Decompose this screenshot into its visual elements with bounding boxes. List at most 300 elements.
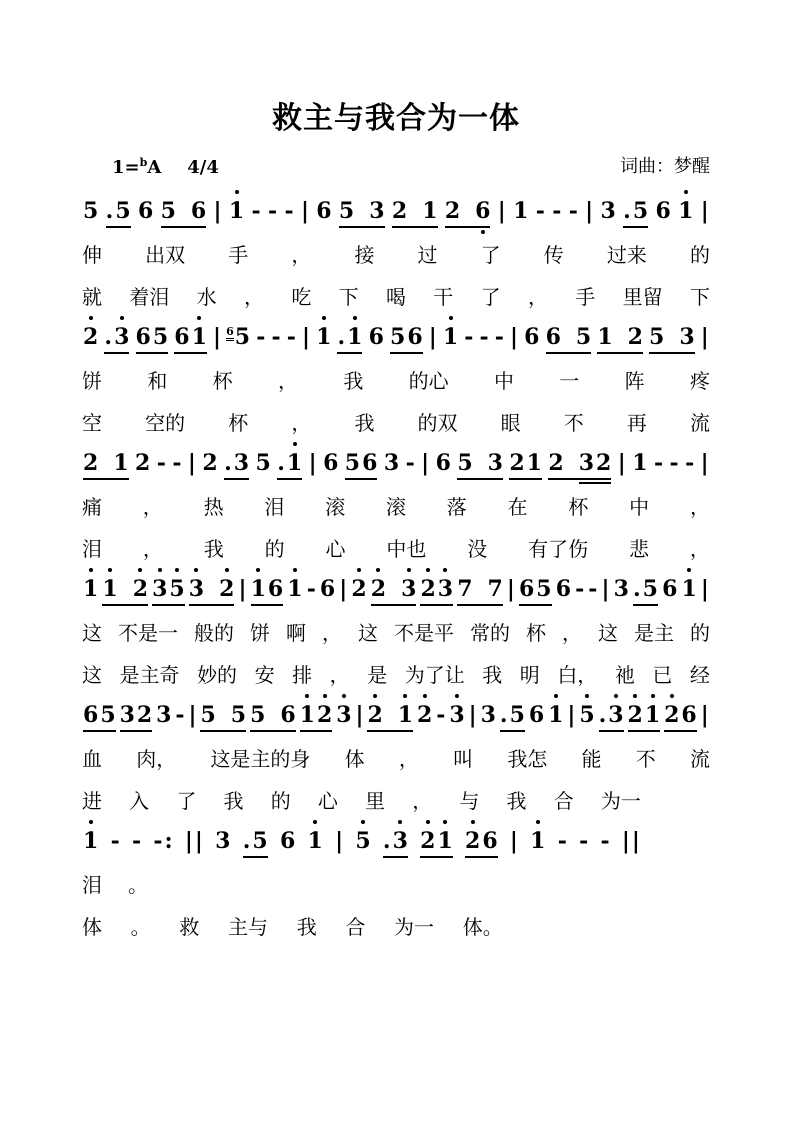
lyric-syllable: ， [142, 494, 163, 519]
lyric-syllable: 流 [689, 746, 710, 771]
lyric-syllable: ， [243, 284, 264, 309]
note-token: 2 1 [627, 702, 662, 728]
note-token: 2 3 [370, 576, 418, 602]
lyric-syllable: 体 [82, 914, 102, 939]
lyric-syllable: ， [562, 620, 582, 645]
note-token: - [251, 198, 261, 224]
note-token: 6 [524, 324, 540, 350]
note-token: 1 2 [596, 324, 644, 350]
meta-row [82, 146, 710, 178]
note-token: 6 [319, 576, 336, 602]
note-token: | [355, 702, 364, 728]
lyric-syllable: 的双 [417, 410, 458, 435]
note-token: | [510, 324, 519, 350]
note-token: .5 [105, 198, 132, 224]
note-token: 1 [315, 324, 332, 350]
note-token: | [213, 198, 222, 224]
lyric-syllable: 水 [196, 284, 217, 309]
note-token: 7 7 [456, 576, 504, 602]
lyric-syllable: 是主奇 [119, 662, 180, 687]
lyric-syllable: 这 [598, 620, 618, 645]
lyric-syllable: ， [412, 788, 433, 813]
note-token: 56 [344, 450, 379, 476]
note-token: - [685, 450, 695, 476]
lyric-syllable: 。 [128, 872, 148, 897]
note-token: - [175, 702, 185, 728]
note-token: 5 [255, 450, 271, 476]
lyric-syllable: 中也 [386, 536, 427, 561]
note-token: - [256, 324, 266, 350]
lyric-syllable: 。 [130, 914, 151, 939]
note-token: 3 [383, 450, 400, 476]
note-token: .5 [622, 198, 649, 224]
lyric-syllable: ， [277, 368, 298, 393]
note-token: 5 6 [160, 198, 208, 224]
lyric-syllable: 合 [553, 788, 574, 813]
lyric-syllable: 我怎 [507, 746, 548, 771]
note-token: .3 [223, 450, 250, 476]
lyric-syllable: ， [291, 410, 312, 435]
note-token: 6 [555, 576, 571, 602]
lyric-syllable: 再 [626, 410, 647, 435]
lyric-syllable: 进 [82, 788, 102, 813]
lyric-syllable: 在 [507, 494, 528, 519]
note-token: 1 [632, 450, 648, 476]
lyric-syllable: 流 [689, 410, 710, 435]
note-token: 1 2 [101, 576, 149, 602]
note-token: 1 [529, 828, 546, 854]
note-token: | [301, 324, 310, 350]
note-token: || [621, 828, 640, 854]
note-token: 2 1 [82, 450, 130, 476]
lyric-syllable: 血 [82, 746, 102, 771]
lyric-syllable: 没 [467, 536, 488, 561]
lyric-syllable: 肉， [136, 746, 177, 771]
note-token: 5 5 [199, 702, 247, 728]
lyric-syllable: 的 [690, 620, 710, 645]
lyric-syllable: 泪 [82, 872, 102, 897]
lyric-syllable: ， [142, 536, 163, 561]
lyric-syllable: 热 [203, 494, 224, 519]
lyric-syllable: 不是一 [118, 620, 178, 645]
note-token: 1 [442, 324, 459, 350]
note-token: 6 [528, 702, 545, 728]
note-token: | [308, 450, 317, 476]
lyric-syllable: 吃 [291, 284, 312, 309]
note-token: 5 [578, 702, 595, 728]
note-token: | [700, 702, 709, 728]
lyric-syllable: 我 [296, 914, 317, 939]
note-token: 2 6 [663, 702, 698, 728]
lyric-syllable: 滚 [385, 494, 406, 519]
note-token: 2 32 [547, 450, 612, 476]
note-token: 2 [135, 450, 151, 476]
note-token: .1 [336, 324, 363, 350]
lyric-syllable: ， [329, 662, 350, 687]
note-token: 65 [135, 324, 170, 350]
lyric-syllable: 落 [446, 494, 467, 519]
note-token: 6 [323, 450, 339, 476]
note-token: 1 [680, 576, 697, 602]
note-token: - [306, 576, 316, 602]
note-token: - [464, 324, 474, 350]
note-token: - [579, 828, 589, 854]
lyric-syllable: 饼 [82, 368, 102, 393]
lyric-syllable: 合 [345, 914, 366, 939]
note-token: - [286, 324, 296, 350]
note-token: | [421, 450, 430, 476]
note-token: 3 [613, 576, 629, 602]
note-token: - [479, 324, 489, 350]
note-token: - [156, 450, 166, 476]
lyrics-verse-2 [82, 526, 710, 568]
lyrics-verse-1 [82, 862, 710, 904]
lyric-syllable: 我 [354, 410, 375, 435]
note-token: 65 [518, 576, 553, 602]
lyric-syllable: 了 [480, 284, 501, 309]
note-token: | [187, 450, 196, 476]
note-token: 3 [215, 828, 231, 854]
note-token: .3 [103, 324, 130, 350]
lyric-syllable: 体。 [462, 914, 503, 939]
lyric-syllable: 的心 [408, 368, 449, 393]
note-token: | [300, 198, 309, 224]
lyric-syllable: 主与 [228, 914, 269, 939]
lyric-syllable: ， [689, 536, 710, 561]
lyric-syllable: 杯 [568, 494, 589, 519]
lyric-syllable: 心 [317, 788, 338, 813]
note-token: | [468, 702, 477, 728]
lyric-syllable: ， [527, 284, 548, 309]
note-token: 2 3 [419, 576, 454, 602]
note-token: 32 [119, 702, 154, 728]
note-token: - [557, 828, 567, 854]
lyric-syllable: 心 [325, 536, 346, 561]
lyric-syllable: 杯 [526, 620, 546, 645]
song-title: 救主与我合为一体 [272, 101, 520, 136]
note-token: 2 [350, 576, 367, 602]
note-token: 6 [655, 198, 671, 224]
note-token: .1 [276, 450, 303, 476]
lyric-syllable: 阵 [624, 368, 645, 393]
note-token: 2 [202, 450, 218, 476]
music-notation-line [82, 694, 710, 736]
note-token: | [567, 702, 576, 728]
note-token: 3 [335, 702, 352, 728]
lyric-syllable: 这 [358, 620, 378, 645]
note-token: - [494, 324, 504, 350]
lyric-syllable: 杯 [212, 368, 233, 393]
lyric-syllable: 与 [459, 788, 480, 813]
lyric-syllable: 明 [519, 662, 540, 687]
note-token: 5 3 [338, 198, 386, 224]
time-signature: 4/4 [187, 157, 219, 178]
note-token: 2 6 [464, 828, 499, 854]
note-token: 2 1 [366, 702, 414, 728]
note-token: - [653, 450, 664, 476]
note-token: | [335, 828, 344, 854]
lyrics-verse-2 [82, 274, 710, 316]
note-token: 3 [600, 198, 616, 224]
lyric-syllable: 了 [176, 788, 197, 813]
note-token: - [268, 198, 278, 224]
lyric-syllable: 下 [338, 284, 359, 309]
note-token: | [506, 576, 515, 602]
lyric-syllable: ， [689, 494, 710, 519]
score [82, 190, 710, 946]
lyric-syllable: 我 [506, 788, 527, 813]
lyric-syllable: 入 [129, 788, 150, 813]
note-token: 6 [368, 324, 384, 350]
note-token: 1 [82, 828, 99, 854]
lyric-syllable: 过来 [606, 242, 647, 267]
note-token: 3 2 [188, 576, 236, 602]
note-token: - [588, 576, 598, 602]
lyric-syllable: 着泪 [129, 284, 170, 309]
lyric-syllable: 传 [543, 242, 564, 267]
lyric-syllable: 经 [689, 662, 710, 687]
note-token: - [436, 702, 446, 728]
lyric-syllable: 我 [343, 368, 364, 393]
lyrics-verse-1 [82, 736, 710, 778]
note-token: 65 [226, 324, 251, 350]
note-token: | [509, 828, 518, 854]
lyric-syllable: 空 [82, 410, 102, 435]
lyric-syllable: 妙的 [197, 662, 238, 687]
note-token: | [700, 576, 709, 602]
note-token: 2 6 [444, 198, 492, 224]
lyric-syllable: 不是平 [394, 620, 454, 645]
note-token: -: [153, 828, 173, 854]
note-token: .5 [499, 702, 526, 728]
lyric-syllable: 眼 [500, 410, 521, 435]
lyric-syllable: 能 [581, 746, 602, 771]
note-token: 1 [307, 828, 324, 854]
lyrics-verse-1 [82, 610, 710, 652]
note-token: .3 [382, 828, 409, 854]
note-token: | [212, 324, 221, 350]
score-system-6 [82, 820, 710, 946]
note-token: 6 [279, 828, 296, 854]
note-token: 2 1 [419, 828, 454, 854]
note-token: | [339, 576, 348, 602]
lyric-syllable: 手 [575, 284, 596, 309]
note-token: - [552, 198, 562, 224]
lyric-syllable: ， [322, 620, 342, 645]
score-system-2 [82, 316, 710, 442]
note-token: | [617, 450, 626, 476]
note-token: 5 [354, 828, 371, 854]
note-token: 1 [677, 198, 694, 224]
note-token: 3 [448, 702, 465, 728]
lyrics-verse-2 [82, 904, 503, 946]
note-token: 6 [137, 198, 154, 224]
note-token: 6 [316, 198, 332, 224]
note-token: 5 [83, 198, 99, 224]
lyric-syllable: 里留 [622, 284, 663, 309]
lyric-syllable: 有了伤 [528, 536, 589, 561]
lyric-syllable: 出双 [145, 242, 186, 267]
note-token: 3 [156, 702, 172, 728]
lyric-syllable: 祂 [614, 662, 635, 687]
note-token: | [700, 198, 709, 224]
music-notation-line [82, 568, 710, 610]
lyric-syllable: 滚 [325, 494, 346, 519]
lyric-syllable: 里 [365, 788, 386, 813]
lyric-syllable: 常的 [470, 620, 510, 645]
note-token: - [535, 198, 545, 224]
credit: 词曲：梦醒 [620, 156, 710, 177]
note-token: | [601, 576, 610, 602]
lyric-syllable: ， [291, 242, 312, 267]
note-token: - [669, 450, 679, 476]
note-token: .5 [242, 828, 269, 854]
lyric-syllable: 般的 [194, 620, 234, 645]
lyric-syllable: 中 [629, 494, 650, 519]
lyric-syllable: 为了让 [404, 662, 465, 687]
lyric-syllable: 疼 [689, 368, 710, 393]
lyric-syllable: 我 [203, 536, 224, 561]
note-token: 1 2 [299, 702, 334, 728]
lyric-syllable: 白， [557, 662, 598, 687]
note-token: 1 [286, 576, 303, 602]
key-note: A [147, 157, 162, 178]
note-token: 65 [82, 702, 117, 728]
lyric-syllable: 的 [270, 788, 291, 813]
lyric-syllable: 一 [559, 368, 580, 393]
note-token: - [284, 198, 294, 224]
note-token: | [497, 198, 506, 224]
note-token: | [585, 198, 594, 224]
lyric-syllable: 叫 [453, 746, 474, 771]
score-system-5 [82, 694, 710, 820]
note-token: 1 [82, 576, 99, 602]
note-token: 1 [547, 702, 564, 728]
note-token: - [575, 576, 585, 602]
note-token: 6 [662, 576, 678, 602]
key-prefix: 1= [112, 157, 140, 178]
lyric-syllable: 过 [417, 242, 438, 267]
lyric-syllable: 是主 [634, 620, 674, 645]
note-token: 1 6 [250, 576, 285, 602]
music-notation-line [82, 442, 710, 484]
note-token: 6 5 [545, 324, 593, 350]
lyric-syllable: 的 [689, 242, 710, 267]
music-notation-line [82, 316, 710, 358]
note-token: | [238, 576, 247, 602]
lyric-syllable: 空的 [145, 410, 186, 435]
lyric-syllable: 不 [635, 746, 656, 771]
score-system-4 [82, 568, 710, 694]
note-token: - [110, 828, 120, 854]
note-token: 56 [389, 324, 424, 350]
lyric-syllable: ， [398, 746, 419, 771]
lyric-syllable: 干 [433, 284, 454, 309]
note-token: 1 [228, 198, 245, 224]
note-token: 5 3 [648, 324, 696, 350]
lyric-syllable: 伸 [82, 242, 102, 267]
lyric-syllable: 这 [82, 620, 102, 645]
lyric-syllable: 饼 [250, 620, 270, 645]
note-token: - [600, 828, 610, 854]
lyric-syllable: 接 [354, 242, 375, 267]
lyric-syllable: 这 [82, 662, 102, 687]
note-token: 61 [173, 324, 208, 350]
note-token: - [405, 450, 415, 476]
note-token: - [172, 450, 182, 476]
lyric-syllable: 喝 [385, 284, 406, 309]
lyric-syllable: 泪 [82, 536, 102, 561]
lyric-syllable: 手 [228, 242, 249, 267]
lyric-syllable: 了 [480, 242, 501, 267]
music-notation-line [82, 190, 710, 232]
lyric-syllable: 体 [344, 746, 365, 771]
lyric-syllable: 中 [493, 368, 514, 393]
note-token: 2 [82, 324, 99, 350]
lyric-syllable: 下 [689, 284, 710, 309]
key-time-signature [82, 156, 219, 178]
lyric-syllable: 悲 [629, 536, 649, 561]
lyric-syllable: 的 [264, 536, 285, 561]
score-system-3 [82, 442, 710, 568]
note-token: 2 [416, 702, 433, 728]
lyric-syllable: 排 [292, 662, 313, 687]
note-token: | [188, 702, 197, 728]
lyric-syllable: 就 [82, 284, 102, 309]
lyric-syllable: 安 [254, 662, 275, 687]
music-notation-line [82, 820, 641, 862]
note-token: 5 3 [456, 450, 504, 476]
note-token: 6 [435, 450, 451, 476]
lyrics-verse-1 [82, 358, 710, 400]
lyrics-verse-2 [82, 400, 710, 442]
lyrics-verse-2 [82, 652, 710, 694]
lyrics-verse-1 [82, 484, 710, 526]
note-token: | [700, 450, 709, 476]
lyric-syllable: 我 [223, 788, 244, 813]
note-token: | [428, 324, 437, 350]
lyric-syllable: 为一 [394, 914, 435, 939]
score-system-1 [82, 190, 710, 316]
lyrics-verse-1 [82, 232, 710, 274]
lyric-syllable: 已 [652, 662, 673, 687]
lyric-syllable: 和 [147, 368, 168, 393]
note-token: - [271, 324, 281, 350]
lyric-syllable: 为一 [600, 788, 641, 813]
lyric-syllable: 是 [367, 662, 388, 687]
lyric-syllable: 我 [482, 662, 503, 687]
flat-symbol: b [139, 156, 148, 169]
note-token: .3 [598, 702, 625, 728]
lyric-syllable: 救 [179, 914, 200, 939]
note-token: 3 5 [151, 576, 186, 602]
note-token: || [184, 828, 203, 854]
note-token: 2 1 [391, 198, 439, 224]
lyrics-verse-2 [82, 778, 641, 820]
note-token: 3 [480, 702, 496, 728]
note-token: 21 [508, 450, 543, 476]
note-token: - [568, 198, 578, 224]
note-token: .5 [632, 576, 659, 602]
lyric-syllable: 这是主的身 [210, 746, 311, 771]
lyric-syllable: 泪 [264, 494, 285, 519]
note-token: | [700, 324, 709, 350]
lyric-syllable: 痛 [82, 494, 102, 519]
note-token: 5 6 [249, 702, 297, 728]
lyric-syllable: 啊 [286, 620, 306, 645]
note-token: 1 [513, 198, 529, 224]
lyric-syllable: 不 [563, 410, 584, 435]
